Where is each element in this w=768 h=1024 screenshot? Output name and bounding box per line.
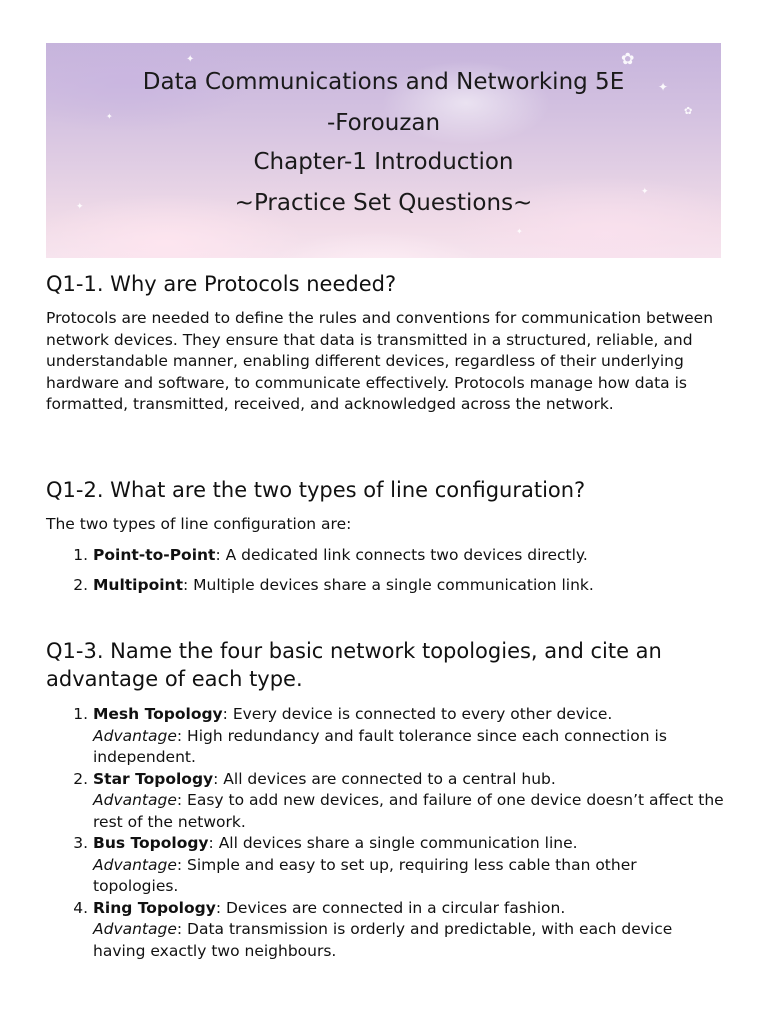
list-item (93, 704, 726, 769)
question-1-section (46, 270, 726, 416)
advantage-label: Advantage (93, 791, 177, 809)
list-item-term: Bus Topology (93, 834, 209, 852)
section-subtitle: ~Practice Set Questions~ (234, 190, 533, 216)
list-item-description: : All devices are connected to a central hub. (213, 769, 556, 788)
advantage-text: : Simple and easy to set up, requiring less cable than other topologies. (93, 855, 637, 895)
list-item (93, 575, 726, 597)
question-1-heading: Q1-1. Why are Protocols needed? (46, 272, 397, 296)
chapter-title: Chapter-1 Introduction (253, 149, 514, 175)
sparkle-icon: ✦ (76, 202, 84, 212)
list-item-description: : Multiple devices share a single communication link. (183, 576, 594, 594)
list-item (93, 898, 726, 963)
advantage-text: : Data transmission is orderly and predictable, with each device having exactly two neighbours. (93, 920, 673, 960)
advantage-label: Advantage (93, 726, 177, 745)
sparkle-icon: ✦ (106, 112, 113, 121)
advantage-text: : High redundancy and fault tolerance since each connection is independent. (93, 726, 667, 766)
sparkle-icon: ✿ (684, 106, 693, 117)
list-item-term: Ring Topology (93, 898, 216, 917)
header-banner (46, 43, 721, 258)
list-item-description: : A dedicated link connects two devices directly. (215, 545, 588, 564)
question-2-heading: Q1-2. What are the two types of line configuration? (46, 478, 586, 502)
sparkle-icon: ✦ (658, 80, 669, 94)
list-item-term: Point-to-Point (93, 545, 216, 564)
question-1-answer: Protocols are needed to define the rules and conventions for communication between network devices. They ensure that data is transmitted in a structured, reliable, and understandable manner, enabling different devices, regardless of their underlying hardware and software, to communicate effectively. Protocols manage how data is formatted, transmitted, received, and acknowledged across the network. (46, 309, 714, 413)
topology-list (46, 704, 726, 962)
sparkle-icon: ✦ (186, 54, 195, 65)
question-2-intro: The two types of line configuration are: (46, 515, 352, 533)
question-3-heading: Q1-3. Name the four basic network topologies, and cite an advantage of each type. (46, 639, 662, 691)
list-item-term: Star Topology (93, 769, 214, 788)
list-item-term: Mesh Topology (93, 705, 223, 723)
list-item-description: : Every device is connected to every other device. (222, 705, 613, 723)
question-3-section (46, 637, 726, 962)
line-configuration-list (46, 545, 726, 597)
advantage-text: : Easy to add new devices, and failure of one device doesn’t affect the rest of the network. (93, 791, 724, 831)
list-item (93, 545, 726, 567)
advantage-label: Advantage (93, 855, 177, 874)
question-2-section (46, 476, 726, 597)
list-item-description: : Devices are connected in a circular fashion. (215, 898, 566, 917)
sparkle-icon: ✿ (621, 49, 635, 68)
list-item (93, 769, 726, 834)
list-item-term: Multipoint (93, 576, 183, 594)
document-title: Data Communications and Networking 5E (142, 69, 625, 95)
list-item (93, 833, 726, 898)
list-item-description: : All devices share a single communication line. (208, 834, 578, 852)
sparkle-icon: ✦ (516, 227, 523, 236)
sparkle-icon: ✦ (641, 187, 649, 197)
document-author: -Forouzan (326, 110, 441, 136)
advantage-label: Advantage (93, 920, 177, 938)
